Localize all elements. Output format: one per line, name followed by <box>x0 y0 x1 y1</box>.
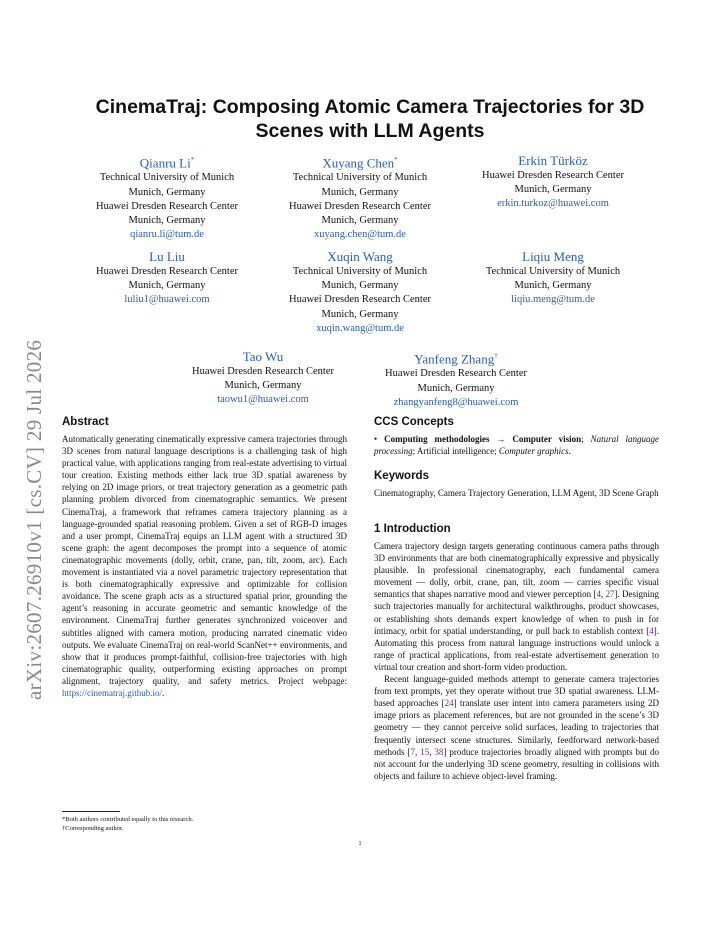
citation-link[interactable]: 15 <box>420 746 430 757</box>
author-email[interactable]: taowu1@huawei.com <box>217 394 309 406</box>
author-affiliation-line: Huawei Dresden Research Center <box>482 170 624 181</box>
footnote-equal-contribution: *Both authors contributed equally to this research. <box>62 816 194 823</box>
author-affiliation-line: Munich, Germany <box>224 380 302 392</box>
author-card <box>260 152 460 242</box>
author-affiliation-line: Huawei Dresden Research Center <box>385 368 527 380</box>
page-number: 1 <box>358 840 362 847</box>
author-name: Xuyang Chen* <box>322 155 398 171</box>
author-mark: * <box>190 156 195 164</box>
author-affiliation-line: Munich, Germany <box>321 186 399 198</box>
author-affiliation-line: Munich, Germany <box>128 214 206 226</box>
text-run: ]. Designing such trajectories manually for architectural walkthroughs, product showcases, or establishing shots demands expert knowledge of when to push in for intimacy, orbit for spatial understanding, or pull back to establish context [ <box>374 589 660 636</box>
paper-title: CinemaTraj: Composing Atomic Camera Trajectories for 3D Scenes with LLM Agents <box>95 96 645 142</box>
author-card <box>163 348 363 408</box>
author-name: Tao Wu <box>242 349 284 364</box>
keywords-body: Cinematography, Camera Trajectory Generation, LLM Agent, 3D Scene Graph <box>374 488 659 498</box>
author-email[interactable]: liqiu.meng@tum.de <box>511 294 595 306</box>
ccs-section <box>374 415 659 457</box>
text-run: , <box>429 746 435 757</box>
author-affiliation-line: Huawei Dresden Research Center <box>289 294 431 306</box>
author-email[interactable]: xuyang.chen@tum.de <box>314 229 406 241</box>
introduction-heading: 1 Introduction <box>374 523 451 535</box>
author-card <box>67 152 267 242</box>
citation-link[interactable]: 7 <box>410 746 415 757</box>
introduction-section <box>374 522 659 782</box>
text-run: Camera trajectory design targets generating continuous camera paths through 3D environments that are both cinematographically expressive and physically plausible. In professional cinematography, each fundamental camera movement — dolly, orbit, crane, pan, tilt, zoom — carries specific visual semantics that shapes narrative mood and viewer perception [ <box>374 541 659 600</box>
citation-link[interactable]: 4 <box>649 625 654 636</box>
author-email[interactable]: erkin.turkoz@huawei.com <box>497 198 609 210</box>
author-email[interactable]: zhangyanfeng8@huawei.com <box>393 396 519 408</box>
ccs-body: • Computing methodologies → Computer vision; Natural language processing; Artificial intelligence; Computer graphics. <box>374 434 659 457</box>
author-card <box>356 348 556 410</box>
author-name: Liqiu Meng <box>522 249 584 264</box>
introduction-paragraph-2 <box>374 673 659 782</box>
text-run: ] translate user intent into camera parameters using 2D image priors as placement references, but are not grounded in the scene’s 3D geometry — they cannot perceive solid surfaces, leading to trajectories that frequently intersect scene structures. Similarly, feedforward network-based methods [ <box>374 698 659 757</box>
footnote-corresponding-author: †Corresponding author. <box>62 825 124 832</box>
author-affiliation-line: Huawei Dresden Research Center <box>96 266 238 277</box>
author-affiliation-line: Huawei Dresden Research Center <box>192 366 334 377</box>
author-affiliation-line: Huawei Dresden Research Center <box>96 200 238 212</box>
text-run: ] produce trajectories broadly aligned with prompts but do not account for the underlying 3D scene geometry, resulting in collisions with objects and failure to achieve object-level framing. <box>374 746 660 781</box>
abstract-heading: Abstract <box>62 416 109 428</box>
author-mark: † <box>494 352 498 360</box>
author-affiliation-line: Huawei Dresden Research Center <box>289 200 431 212</box>
citation-link[interactable]: 38 <box>434 746 444 757</box>
text-run: , <box>600 589 606 600</box>
author-affiliation-line: Technical University of Munich <box>99 172 235 184</box>
author-name: Lu Liu <box>149 249 185 264</box>
ccs-heading: CCS Concepts <box>374 416 454 428</box>
author-card <box>67 248 267 308</box>
introduction-paragraph-1 <box>374 540 659 673</box>
author-affiliation-line: Munich, Germany <box>321 214 399 226</box>
project-webpage-link[interactable]: https://cinematraj.github.io/ <box>62 687 162 698</box>
arxiv-identifier: arXiv:2607.26910v1 [cs.CV] 29 Jul 2026 <box>22 339 46 700</box>
keywords-heading: Keywords <box>374 470 429 482</box>
author-card <box>453 248 653 308</box>
author-affiliation-line: Munich, Germany <box>514 280 592 292</box>
keywords-section <box>374 469 659 499</box>
author-affiliation-line: Munich, Germany <box>514 184 592 196</box>
author-name: Qianru Li* <box>139 155 195 171</box>
author-affiliation-line: Technical University of Munich <box>292 172 428 184</box>
author-name: Xuqin Wang <box>327 249 393 264</box>
abstract-body: Automatically generating cinematically expressive camera trajectories through 3D scenes from natural language descriptions is a challenging task of high practical value, with applications ranging from real-estate advertising to virtual tour creation. Existing methods either lack true 3D spatial awareness by relying on 2D image priors, or treat trajectory generation as a geometric path planning problem divorced from cinematographic semantics. We present CinemaTraj, a framework that reframes camera trajectory planning as a language-grounded spatial reasoning problem. Given a set of RGB-D images and a user prompt, CinemaTraj equips an LLM agent with a structured 3D scene graph: the agent decomposes the prompt into a sequence of atomic cinematographic movements (dolly, orbit, crane, pan, tilt, zoom, arc). Each movement is instantiated via a novel parametric trajectory representation that is both cinematographically expressive and optimizable for collision avoidance. The scene graph acts as a structured spatial prior, grounding the agent’s reasoning in accurate geometric and semantic knowledge of the environment. CinemaTraj further generates synchronized voiceover and subtitles aligned with camera motion, producing narrated cinematic video outputs. We evaluate CinemaTraj on real-world ScanNet++ environments, and show that it produces prompt-faithful, collision-free trajectories with high cinematographic quality, outperforming existing approaches on prompt alignment, trajectory quality, and safety metrics. Project webpage: https://cinematraj.github.io/. <box>62 434 347 698</box>
citation-link[interactable]: 24 <box>444 698 454 709</box>
citation-link[interactable]: 27 <box>605 589 615 600</box>
text-run: ]. Automating this process from natural language instructions would unlock a range of practical applications, from real-estate advertisement generation to virtual tour creation and short-form video production. <box>374 625 659 672</box>
author-affiliation-line: Munich, Germany <box>321 280 399 292</box>
author-affiliation-line: Munich, Germany <box>128 280 206 292</box>
abstract-section <box>62 415 347 699</box>
author-affiliation-line: Munich, Germany <box>321 308 399 320</box>
author-affiliation-line: Munich, Germany <box>128 186 206 198</box>
text-run: Recent language-guided methods attempt to generate camera trajectories from text prompts, yet they operate without true 3D spatial awareness. LLM-based approaches [ <box>374 674 659 709</box>
author-affiliation-line: Technical University of Munich <box>485 266 621 277</box>
author-email[interactable]: luliu1@huawei.com <box>124 294 210 306</box>
author-card <box>260 248 460 336</box>
author-affiliation-line: Technical University of Munich <box>292 266 428 277</box>
author-card <box>453 152 653 212</box>
author-name: Erkin Türköz <box>518 153 588 168</box>
author-email[interactable]: xuqin.wang@tum.de <box>316 322 404 334</box>
author-affiliation-line: Munich, Germany <box>417 382 495 394</box>
author-mark: * <box>394 156 398 164</box>
author-email[interactable]: qianru.li@tum.de <box>130 229 204 241</box>
text-run: , <box>414 746 421 757</box>
footnote-rule <box>62 811 120 812</box>
citation-link[interactable]: 4 <box>596 589 601 600</box>
author-name: Yanfeng Zhang† <box>414 351 498 367</box>
